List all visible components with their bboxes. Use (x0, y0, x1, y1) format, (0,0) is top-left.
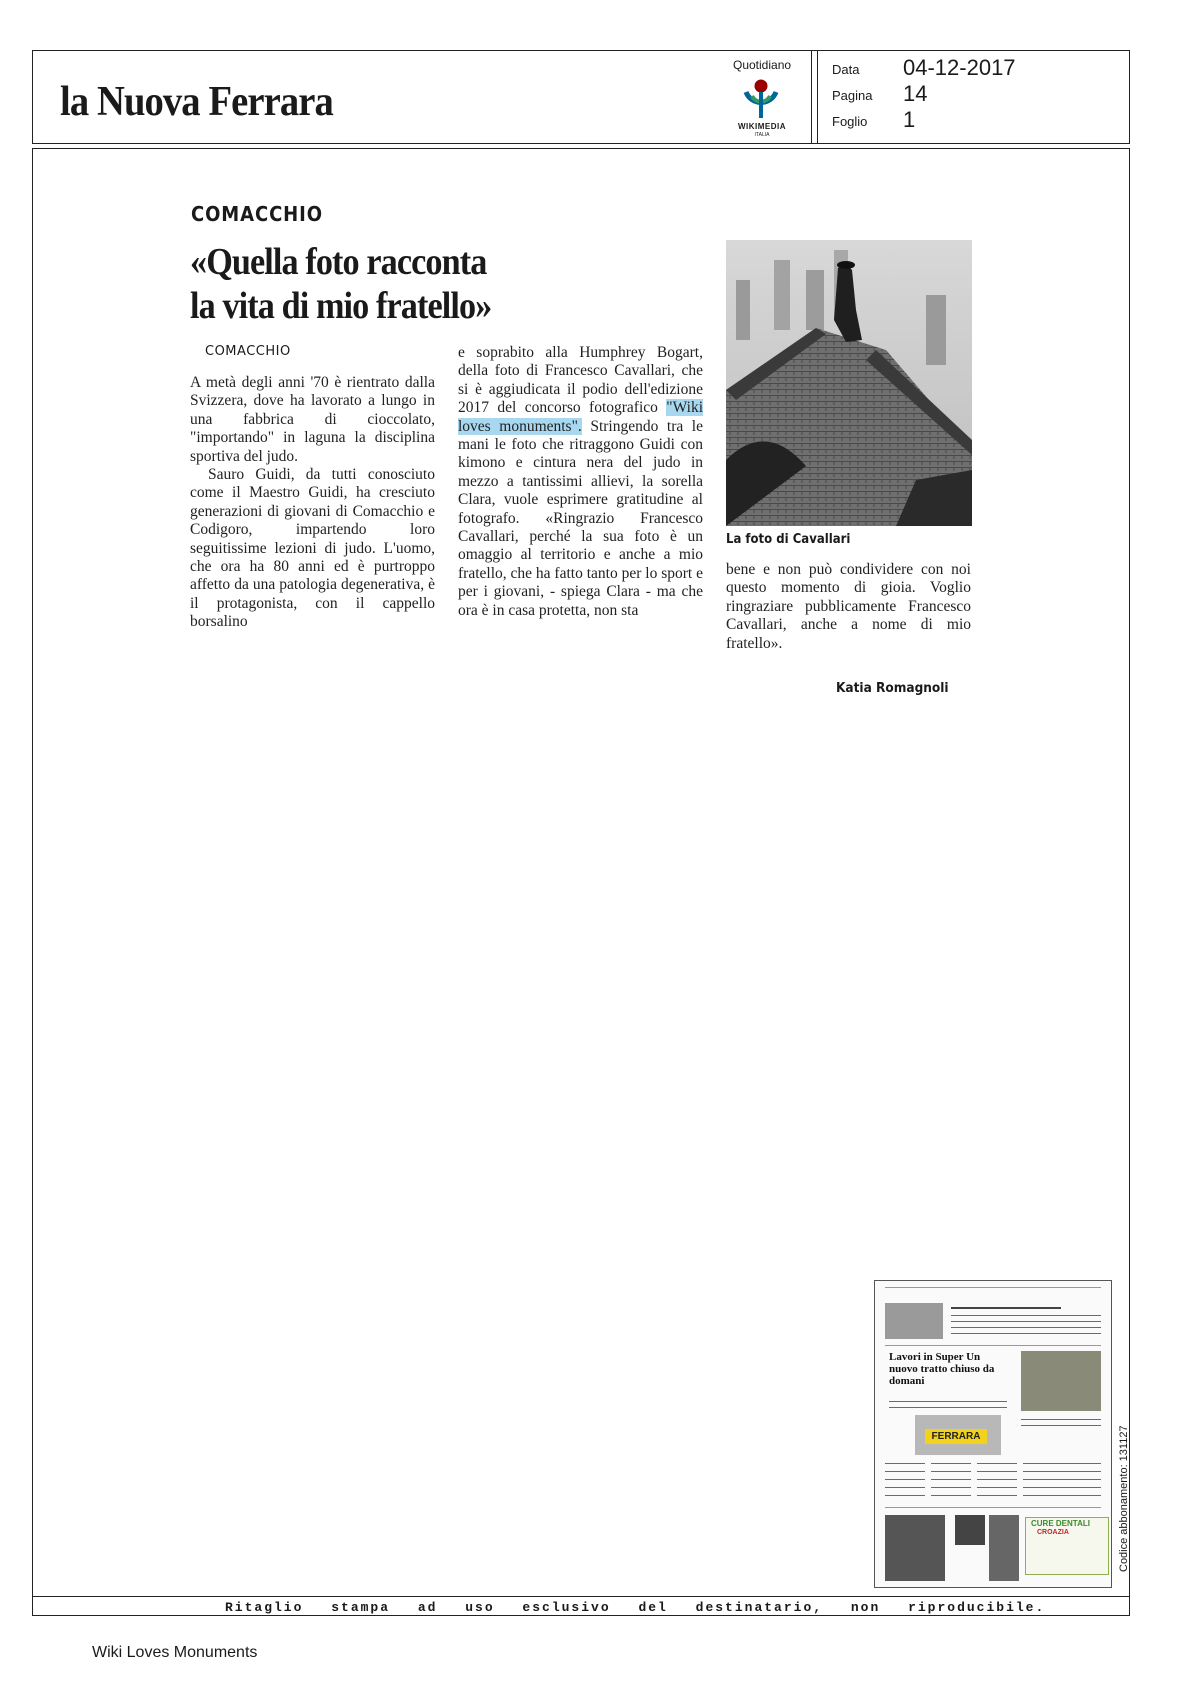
paragraph: Sauro Guidi, da tutti conosciuto come il Maestro Guidi, ha cresciuto generazioni di giovani di Comacchio e Codigoro, impartendo loro seguitissime lezioni di judo. L'uomo, che ora ha 80 anni ed è purtroppo affetto da una patologia degenerativa, è il protagonista, con il cappello borsalino (190, 466, 435, 631)
page-thumbnail (874, 1280, 1112, 1588)
header-divider (811, 51, 812, 143)
thumbnail-ad-title: CURE DENTALI (1031, 1519, 1090, 1528)
photo-caption: La foto di Cavallari (726, 532, 851, 547)
masthead: la Nuova Ferrara (60, 79, 333, 125)
article-photo (726, 240, 972, 526)
thumbnail-headline: Lavori in Super Un nuovo tratto chiuso da domani (889, 1351, 995, 1387)
highlighted-contest-name: "Wiki loves monuments". (458, 399, 703, 435)
subscription-code: Codice abbonamento: 131127 (1118, 1425, 1130, 1572)
wikimedia-logo-icon (738, 78, 784, 122)
article-column-1 (190, 374, 435, 632)
paragraph: bene e non può condividere con noi questo momento di gioia. Voglio ringraziare pubblicamente Francesco Cavallari, anche a nome di mio fratello». (726, 561, 971, 652)
pagina-value: 14 (903, 81, 928, 106)
footer-note: Ritaglio stampa ad uso esclusivo del destinatario, non riproducibile. (225, 1600, 1046, 1615)
logo-text: WIKIMEDIA (737, 122, 787, 131)
foglio-label: Foglio (832, 114, 868, 129)
dateline: COMACCHIO (205, 344, 291, 359)
header-divider (817, 51, 818, 143)
headline-line: la vita di mio fratello» (190, 285, 492, 327)
source-label: Wiki Loves Monuments (92, 1644, 258, 1661)
byline: Katia Romagnoli (836, 680, 949, 696)
text-run: e soprabito alla Humphrey Bogart, della foto di Francesco Cavallari, che si è aggiudicata il podio dell'edizione 2017 del concorso fotografico (458, 344, 703, 417)
foglio-value: 1 (903, 107, 916, 132)
pagina-label: Pagina (832, 88, 873, 103)
thumbnail-ad-subtitle: CROAZIA (1037, 1529, 1069, 1536)
paragraph: A metà degli anni '70 è rientrato dalla Svizzera, dove ha lavorato a lungo in una fabbrica di cioccolato, "importando" in laguna la disciplina sportiva del judo. (190, 374, 435, 465)
text-run: Stringendo tra le mani le foto che ritraggono Guidi con kimono e cintura nera del judo in mezzo a tantissimi allievi, la sorella Clara, vuole esprimere gratitudine al fotografo. «Ringrazio Francesco Cavallari, perché la sua foto è un omaggio al territorio e anche a mio fratello, che ha fatto tanto per lo sport e per i giovani, - spiega Clara - ma che ora è in casa protetta, non sta (458, 417, 703, 619)
section-kicker: COMACCHIO (191, 202, 323, 226)
article-column-3 (726, 561, 971, 653)
logo-subtext: ITALIA (754, 132, 770, 138)
article-column-2 (458, 344, 703, 620)
publication-type: Quotidiano (733, 58, 792, 72)
headline-line: «Quella foto racconta (190, 241, 487, 283)
headline (190, 240, 613, 328)
footer-rule (32, 1596, 1130, 1597)
thumbnail-sign: FERRARA (925, 1429, 987, 1444)
data-label: Data (832, 62, 860, 77)
data-value: 04-12-2017 (903, 55, 1016, 80)
paragraph (458, 344, 703, 620)
